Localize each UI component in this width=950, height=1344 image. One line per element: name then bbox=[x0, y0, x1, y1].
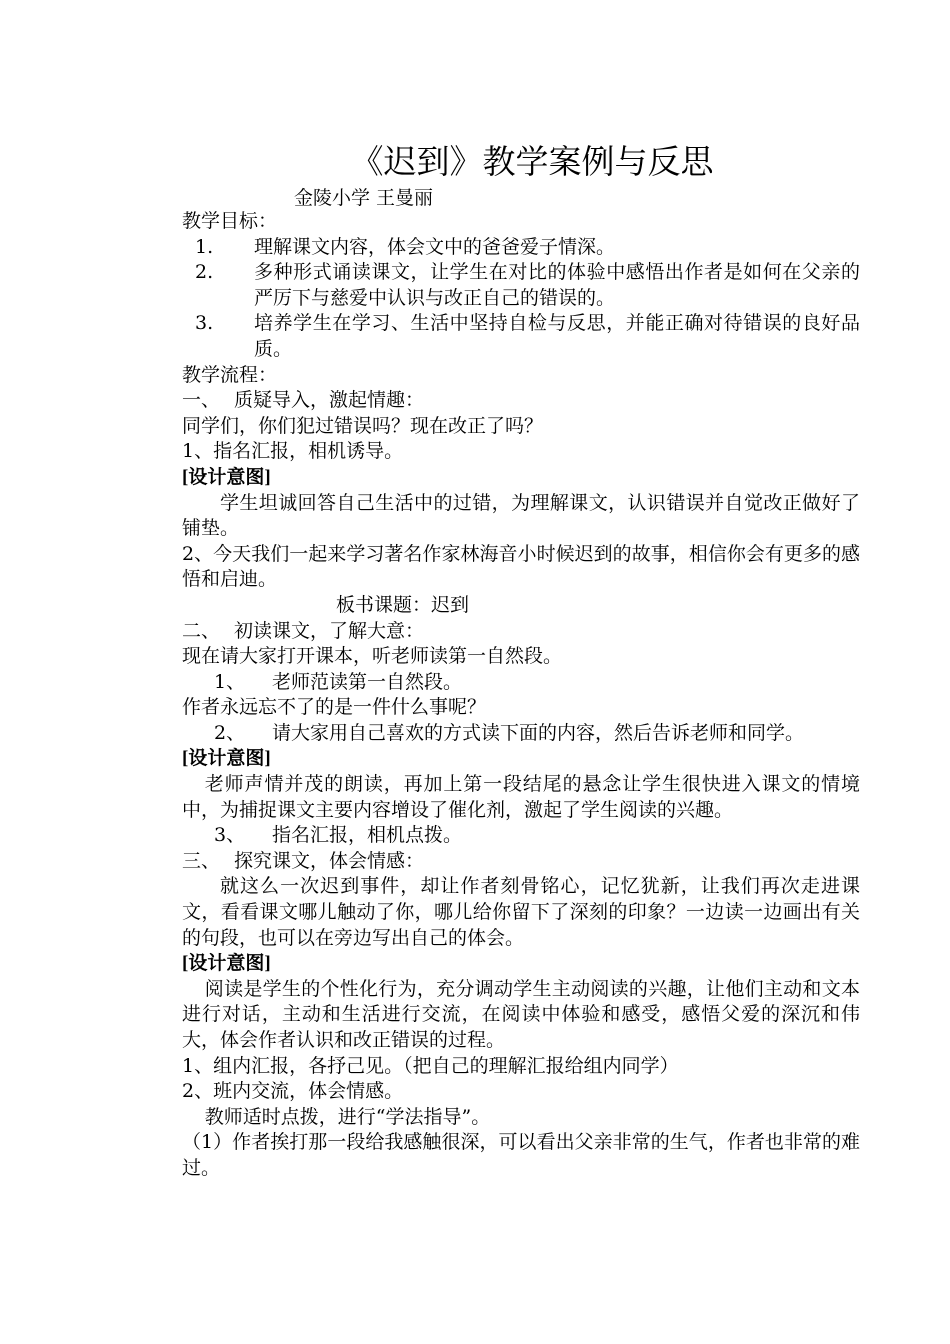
paragraph: 现在请大家打开课本，听老师读第一自然段。 bbox=[182, 645, 563, 668]
objective-item bbox=[182, 235, 860, 261]
objective-text: 多种形式诵读课文，让学生在对比的体验中感悟出作者是如何在父亲的严厉下与慈爱中认识与改正自己的错误的。 bbox=[254, 261, 860, 309]
step-line: 2、今天我们一起来学习著名作家林海音小时候迟到的故事，相信你会有更多的感悟和启迪。 bbox=[182, 542, 860, 591]
objective-text: 理解课文内容，体会文中的爸爸爱子情深。 bbox=[254, 235, 616, 258]
design-intent-label: [设计意图] bbox=[182, 466, 271, 488]
design-intent-label: [设计意图] bbox=[182, 953, 271, 975]
paragraph: 同学们，你们犯过错误吗？现在改正了吗？ bbox=[182, 414, 544, 437]
step-number: 3、 bbox=[214, 824, 246, 847]
section-heading bbox=[182, 619, 860, 645]
section-number: 三、 bbox=[182, 849, 221, 872]
document-body bbox=[182, 209, 860, 1182]
document-title: 《迟到》教学案例与反思 bbox=[350, 142, 714, 181]
step-text: 老师范读第一自然段。 bbox=[272, 670, 463, 693]
objective-number: 1. bbox=[195, 235, 214, 258]
section-title: 初读课文，了解大意： bbox=[234, 619, 425, 642]
design-intent-text: 阅读是学生的个性化行为，充分调动学生主动阅读的兴趣，让他们主动和文本进行对话，主动和生活进行交流，在阅读中体验和感受，感悟父爱的深沉和伟大，体会作者认识和改正错误的过程。 bbox=[182, 977, 860, 1051]
objective-text: 培养学生在学习、生活中坚持自检与反思，并能正确对待错误的良好品质。 bbox=[254, 312, 860, 360]
step-line: 1、指名汇报，相机诱导。 bbox=[182, 440, 404, 463]
board-title: 板书课题：迟到 bbox=[336, 593, 470, 616]
author-line: 金陵小学 王曼丽 bbox=[294, 187, 434, 209]
objectives-heading: 教学目标： bbox=[182, 210, 278, 232]
section-heading bbox=[182, 388, 860, 414]
step-line: 2、班内交流，体会情感。 bbox=[182, 1080, 404, 1103]
step-number: 1、 bbox=[214, 670, 246, 693]
step-text: 指名汇报，相机点拨。 bbox=[272, 824, 463, 847]
section-title: 探究课文，体会情感： bbox=[234, 849, 425, 872]
objective-number: 3. bbox=[195, 312, 214, 335]
section-title: 质疑导入，激起情趣： bbox=[234, 389, 425, 412]
section-number: 二、 bbox=[182, 619, 221, 642]
section-number: 一、 bbox=[182, 389, 221, 412]
design-intent-text: 老师声情并茂的朗读，再加上第一段结尾的悬念让学生很快进入课文的情境中，为捕捉课文主要内容增设了催化剂，激起了学生阅读的兴趣。 bbox=[182, 773, 860, 821]
step-item bbox=[182, 721, 860, 747]
step-item bbox=[182, 823, 860, 849]
objective-item bbox=[182, 260, 860, 311]
step-item bbox=[182, 670, 860, 696]
paragraph: 教师适时点拨，进行“学法指导”。 bbox=[204, 1105, 491, 1128]
objective-item bbox=[182, 311, 860, 362]
paragraph: （1）作者挨打那一段给我感触很深，可以看出父亲非常的生气，作者也非常的难过。 bbox=[182, 1131, 860, 1179]
design-intent-label: [设计意图] bbox=[182, 748, 271, 770]
flow-heading: 教学流程： bbox=[182, 363, 278, 386]
step-line: 1、组内汇报，各抒己见。（把自己的理解汇报给组内同学） bbox=[182, 1054, 679, 1077]
section-heading bbox=[182, 849, 860, 875]
design-intent-text: 学生坦诚回答自己生活中的过错，为理解课文，认识错误并自觉改正做好了铺垫。 bbox=[182, 491, 860, 540]
step-number: 2、 bbox=[214, 721, 246, 744]
paragraph: 就这么一次迟到事件，却让作者刻骨铭心，记忆犹新，让我们再次走进课文，看看课文哪儿触动了你，哪儿给你留下了深刻的印象？一边读一边画出有关的句段，也可以在旁边写出自己的体会。 bbox=[182, 875, 860, 949]
paragraph: 作者永远忘不了的是一件什么事呢？ bbox=[182, 696, 487, 719]
step-text: 请大家用自己喜欢的方式读下面的内容，然后告诉老师和同学。 bbox=[272, 721, 805, 744]
objective-number: 2. bbox=[195, 261, 214, 284]
